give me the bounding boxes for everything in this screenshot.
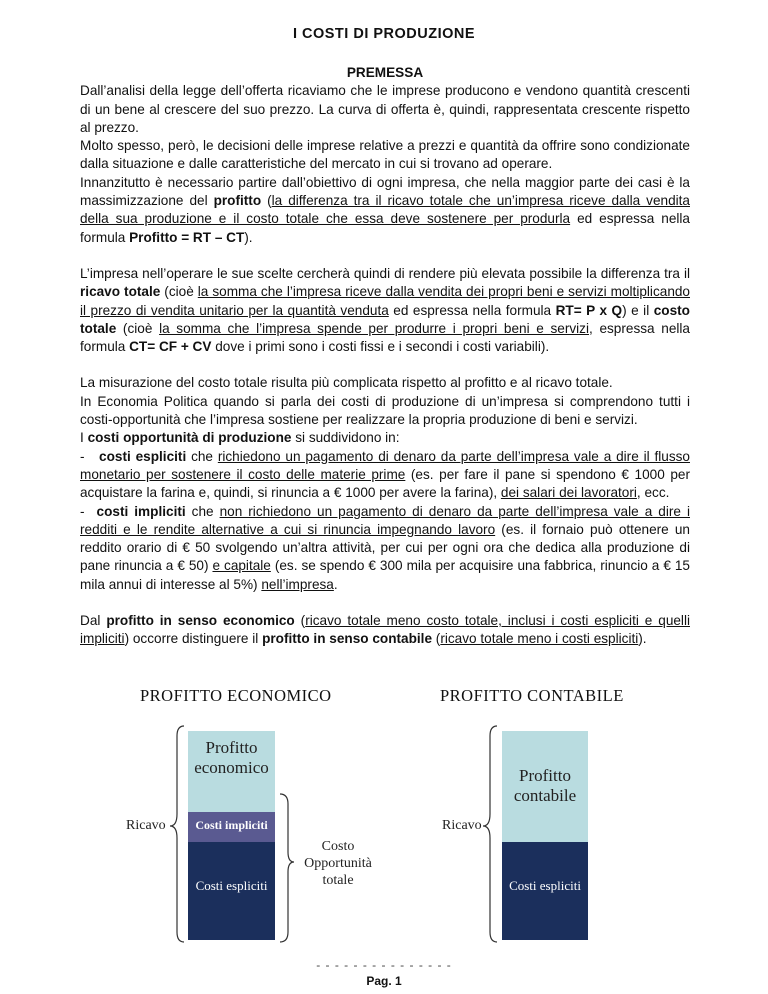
footer-dashes: - - - - - - - - - - - - - - - <box>316 958 452 972</box>
paragraph: Dall’analisi della legge dell’offerta ricaviamo che le imprese producono e vendono quantità crescenti di un bene al crescere del suo prezzo. La curva di offerta è, quindi, rappresentata crescente rispetto al prezzo. <box>80 83 690 135</box>
profitto-contabile-label: Profitto contabile <box>513 766 577 805</box>
costo-opportunita-label: Costo Opportunità totale <box>304 839 372 888</box>
paragraph: Innanzitutto è necessario partire dall’obiettivo di ogni impresa, che nella maggior parte dei casi è la massimizzazione del profitto (la differenza tra il ricavo totale che un’impresa riceve dalla vendita della sua produzione e il costo totale che essa deve sostenere per produrla ed espressa nella formula Profitto = RT – CT). <box>80 174 690 245</box>
ricavo-left-brace <box>170 726 184 942</box>
paragraph: Dal profitto in senso economico (ricavo totale meno costo totale, inclusi i costi espliciti e quelli impliciti) occorre distinguere il profitto in senso contabile (ricavo totale meno i costi espliciti). <box>80 613 690 647</box>
ricavo-right-brace <box>483 726 497 942</box>
ricavo-right-label: Ricavo <box>442 818 482 833</box>
document-body <box>80 64 690 649</box>
diagram-graphic <box>0 686 768 956</box>
paragraph: I costi opportunità di produzione si suddividono in: <box>80 430 400 446</box>
left-diagram-title: PROFITTO ECONOMICO <box>140 686 332 705</box>
paragraph: L’impresa nell’operare le sue scelte cercherà quindi di rendere più elevata possibile la differenza tra il ricavo totale (cioè la somma che l’impresa riceve dalla vendita dei propri beni e servizi moltiplicando il prezzo di vendita unitario per la quantità venduta ed espressa nella formula RT= P x Q) e il costo totale (cioè la somma che l’impresa spende per produrre i propri beni e servizi, espressa nella formula CT= CF + CV dove i primi sono i costi fissi e i secondi i costi variabili). <box>80 265 690 355</box>
costi-impliciti-label: Costi impliciti <box>195 818 268 832</box>
section-heading: PREMESSA <box>346 65 424 80</box>
right-diagram-title: PROFITTO CONTABILE <box>440 686 624 705</box>
page-title: I COSTI DI PRODUZIONE <box>292 26 476 42</box>
page-footer <box>0 958 768 988</box>
page-number: Pag. 1 <box>366 974 402 988</box>
costo-opportunita-brace <box>280 794 294 942</box>
paragraph: Molto spesso, però, le decisioni delle imprese relative a prezzi e quantità da offrire sono condizionate dalla situazione e dalle caratteristiche del mercato in cui si trovano ad operare. <box>80 138 690 172</box>
costi-espliciti-left-label: Costi espliciti <box>195 878 268 893</box>
ricavo-left-label: Ricavo <box>126 818 166 833</box>
profitto-economico-label: Profitto economico <box>194 738 269 777</box>
profit-diagram <box>0 686 768 956</box>
paragraph: La misurazione del costo totale risulta più complicata rispetto al profitto e al ricavo totale. <box>80 375 613 391</box>
list-item: - costi impliciti che non richiedono un pagamento di denaro da parte dell’impresa vale a dire i redditi e le rendite alternative a cui si rinuncia impegnando lavoro (es. il fornaio può ottenere un reddito orario di € 50 svolgendo un’altra attività, per cui per ogni ora che dedica alla produzione di pane rinuncia a € 50) e capitale (es. se spendo € 300 mila per acquisire una fabbrica, rinuncio a € 15 mila annui di interesse al 5%) nell’impresa. <box>80 503 690 592</box>
costi-espliciti-right-label: Costi espliciti <box>509 878 581 893</box>
list-item: - costi espliciti che richiedono un pagamento di denaro da parte dell’impresa vale a dire il flusso monetario per sostenere il costo delle materie prime (es. per fare il pane si spendono € 1000 per acquistare la farina e, quindi, si rinuncia a € 1000 per avere la farina), dei salari dei lavoratori, ecc. <box>80 448 691 501</box>
paragraph: In Economia Politica quando si parla dei costi di produzione di un’impresa si comprendono tutti i costi-opportunità che l’impresa sostiene per realizzare la propria produzione di beni e servizi. <box>80 393 690 428</box>
